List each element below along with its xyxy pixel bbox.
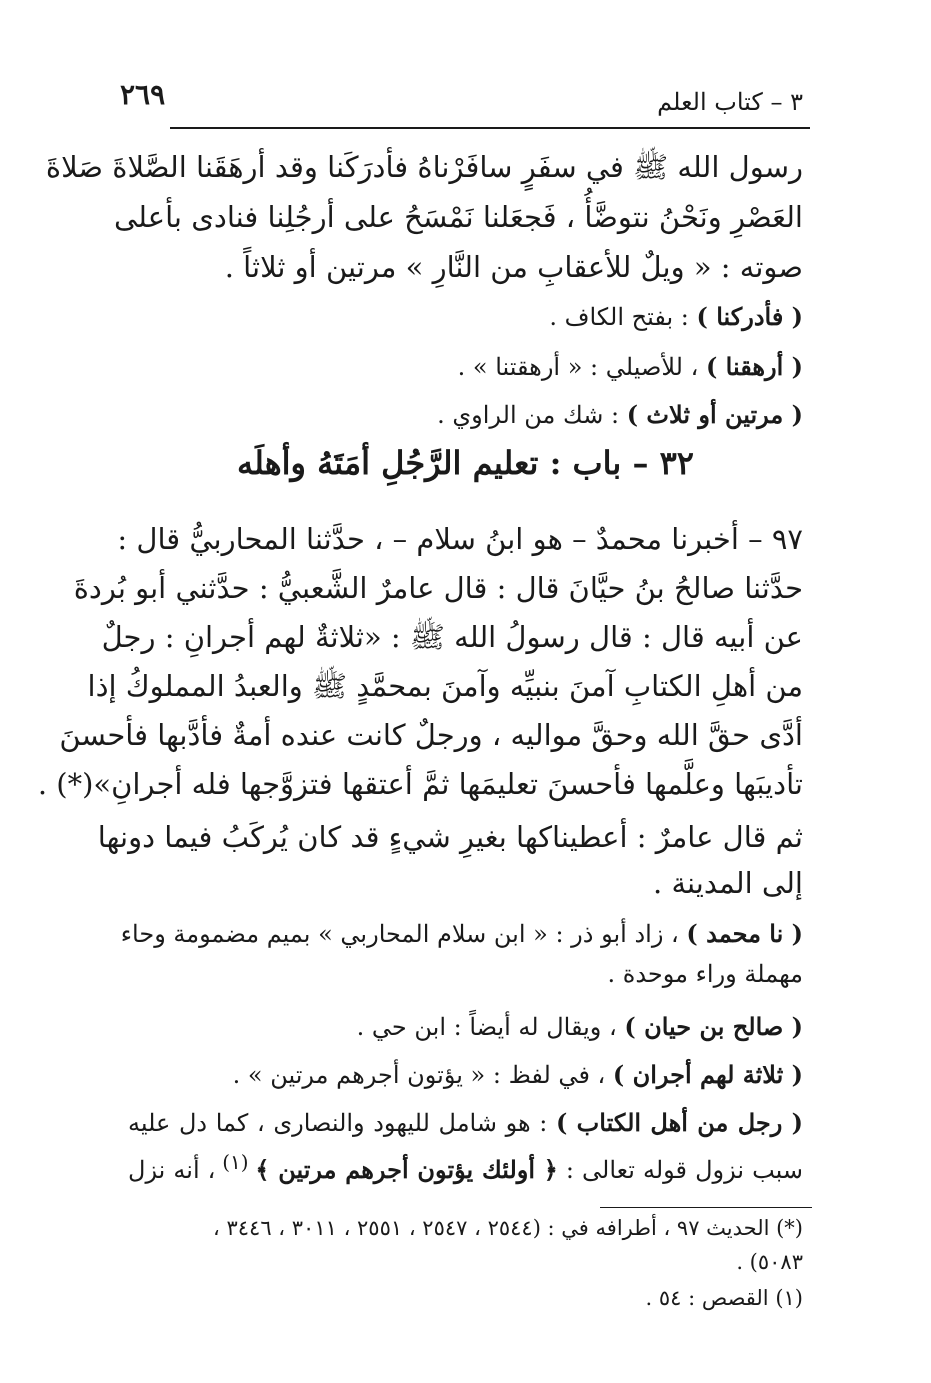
- body-line: إلى المدينة .: [653, 866, 803, 900]
- note-text: : بفتح الكاف .: [549, 303, 697, 331]
- page-number: ٢٦٩: [120, 78, 166, 111]
- note-text: ، أنه نزل: [128, 1156, 216, 1184]
- body-line: ثم قال عامرٌ : أعطيناكها بغيرِ شيءٍ قد كان يُركَبُ فيما دونها: [97, 820, 803, 854]
- note-term: ( نا محمد ): [686, 919, 803, 948]
- note-line: [458, 352, 803, 381]
- note-term: ( ثلاثة لهم أجران ): [612, 1060, 803, 1089]
- note-text: سبب نزول قوله تعالى :: [557, 1156, 803, 1184]
- note-line: [120, 919, 803, 948]
- footnote: (١) القصص : ٥٤ .: [645, 1286, 803, 1310]
- note-text: ، ويقال له أيضاً : ابن حي .: [356, 1013, 625, 1041]
- body-line: العَصْرِ ونَحْنُ نتوضَّأُ ، فَجعَلنا نَمْسَحُ على أرجُلِنا فنادى بأعلى: [114, 200, 803, 234]
- hadith-line: حدَّثنا صالحُ بنُ حيَّانَ قال : قال عامرٌ الشَّعبيُّ : حدَّثني أبو بُردةَ: [73, 571, 803, 605]
- header-rule: [170, 127, 810, 129]
- note-line: [128, 1108, 803, 1137]
- chapter-heading: ٣٢ – باب : تعليم الرَّجُلِ أمَتَهُ وأهلَه: [237, 444, 694, 482]
- body-line: صوته : « ويلٌ للأعقابِ من النَّارِ » مرتين أو ثلاثاً .: [224, 250, 803, 284]
- note-term: ( فأدركنا ): [696, 302, 803, 331]
- note-line: [233, 1060, 803, 1089]
- hadith-line: أدَّى حقَّ الله وحقَّ مواليه ، ورجلٌ كانت عنده أمةٌ فأدَّبها فأحسنَ: [59, 718, 803, 752]
- hadith-line: تأديبَها وعلَّمها فأحسنَ تعليمَها ثمَّ أعتقها فتزوَّجها فله أجرانِ»(*) .: [37, 767, 803, 801]
- hadith-line: ٩٧ – أخبرنا محمدٌ – هو ابنُ سلام – ، حدَّثنا المحاربيُّ قال :: [117, 522, 803, 556]
- note-text: ، في لفظ : « يؤتون أجرهم مرتين » .: [232, 1061, 613, 1089]
- hadith-line: عن أبيه قال : قال رسولُ الله ﷺ : «ثلاثةٌ لهم أجرانِ : رجلٌ: [101, 620, 803, 654]
- note-text: : هو شامل لليهود والنصارى ، كما دل عليه: [128, 1109, 556, 1137]
- note-continuation: مهملة وراء موحدة .: [607, 960, 803, 988]
- note-term: ( رجل من أهل الكتاب ): [555, 1108, 803, 1137]
- note-text: ، للأصيلي : « أرهقتنا » .: [457, 353, 706, 381]
- note-text: ، زاد أبو ذر : « ابن سلام المحاربي » بميم مضمومة وحاء: [120, 920, 687, 948]
- note-term: ( صالح بن حيان ): [624, 1012, 803, 1041]
- note-line: [357, 1012, 803, 1041]
- note-text: : شك من الراوي .: [437, 401, 627, 429]
- footnote-ref: (١): [215, 1150, 256, 1174]
- note-term: ( مرتين أو ثلاث ): [626, 400, 803, 429]
- quran-quote: ﴿ أولئك يؤتون أجرهم مرتين ﴾: [255, 1155, 558, 1184]
- note-line: [128, 1150, 803, 1184]
- note-line: [549, 302, 803, 331]
- note-term: ( أرهقنا ): [705, 352, 803, 381]
- running-title: ٣ – كتاب العلم: [657, 88, 803, 116]
- note-line: [437, 400, 803, 429]
- footnote: ٥٠٨٣) .: [736, 1250, 803, 1274]
- footnote-rule: [600, 1207, 812, 1208]
- body-line: رسول الله ﷺ في سفَرٍ سافَرْناهُ فأدرَكَنا وقد أرهَقَنا الصَّلاةَ صَلاةَ: [45, 150, 803, 184]
- hadith-line: من أهلِ الكتابِ آمنَ بنبيِّه وآمنَ بمحمَّدٍ ﷺ والعبدُ المملوكُ إذا: [87, 669, 803, 703]
- footnote: (*) الحديث ٩٧ ، أطرافه في : (٢٥٤٤ ، ٢٥٤٧ ، ٢٥٥١ ، ٣٠١١ ، ٣٤٤٦ ،: [213, 1216, 803, 1240]
